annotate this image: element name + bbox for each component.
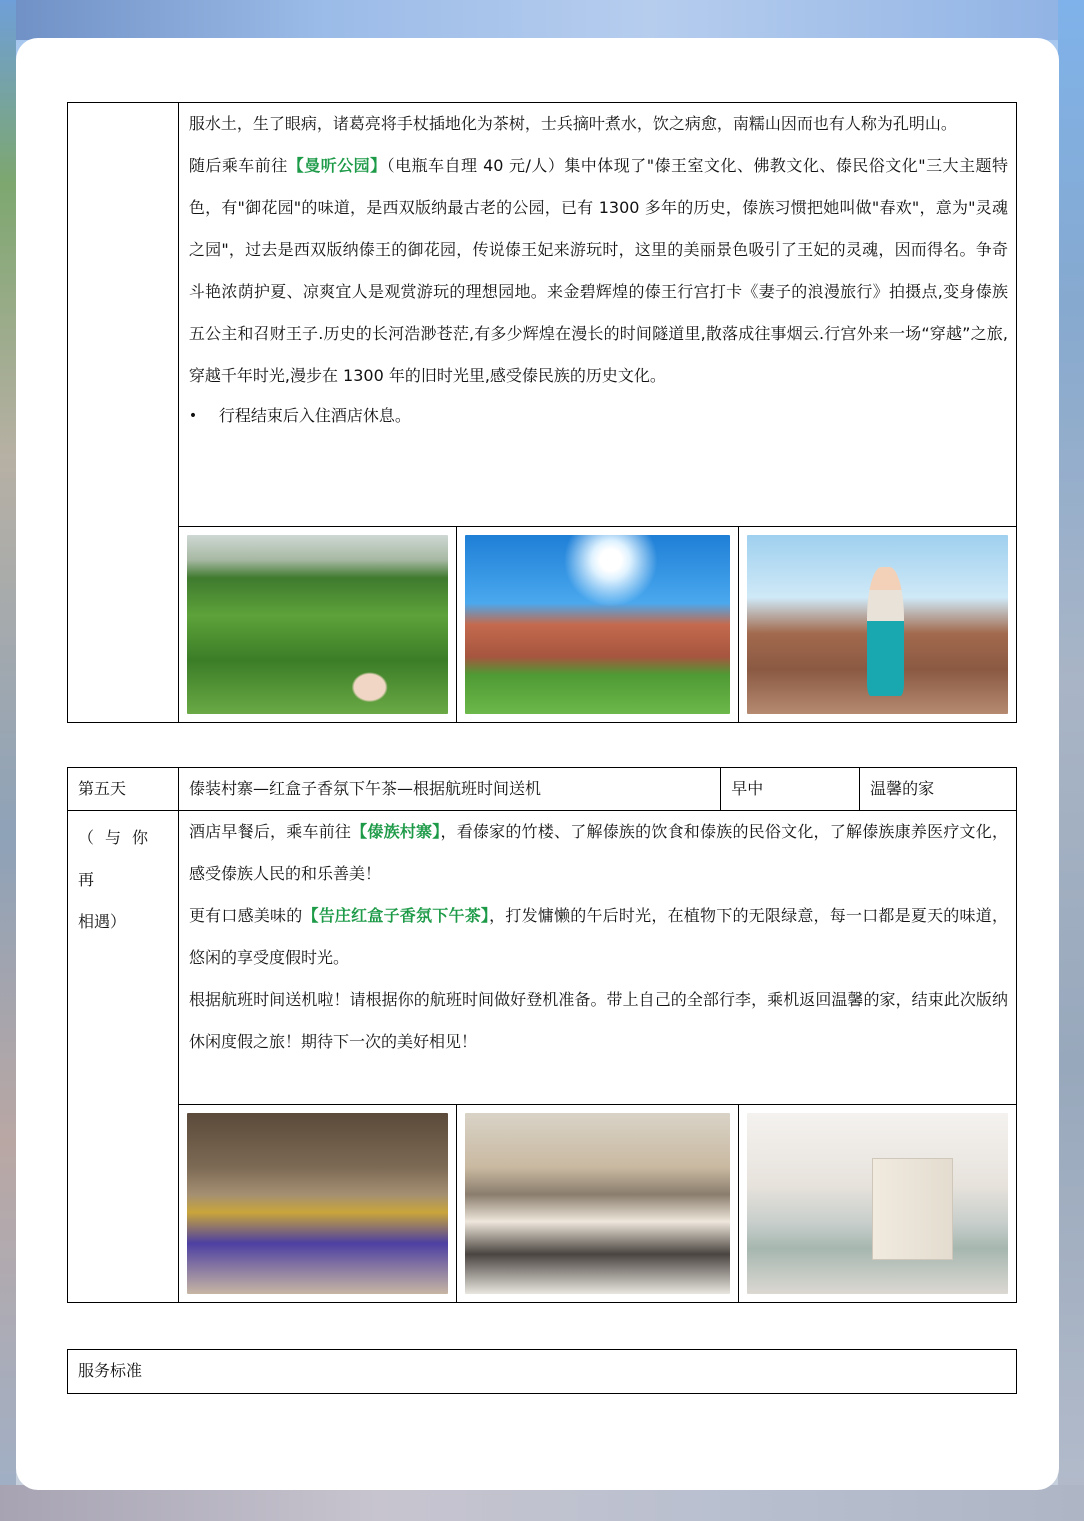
day5-hotel-cell	[860, 768, 1017, 811]
background-right	[1058, 0, 1084, 1521]
day4-paragraph	[189, 103, 1008, 145]
day4-table	[67, 102, 1017, 723]
day5-subtitle-b: 相遇）	[78, 912, 127, 931]
document-page	[16, 38, 1059, 1490]
pagoda-dancer-photo	[747, 535, 1008, 714]
day5-subtitle-a	[78, 817, 168, 901]
day4-paragraphs	[189, 103, 1008, 397]
day5-description	[178, 811, 1016, 1105]
day5-meals: 早中	[731, 779, 764, 798]
day4-paragraph	[189, 145, 1008, 397]
day5-subtitle-cell	[68, 811, 179, 1303]
day5-route: 傣装村寨—红盒子香氛下午茶—根据航班时间送机	[188, 779, 541, 798]
day5-paragraph	[189, 979, 1008, 1063]
highlight-attraction: 【告庄红盒子香氛下午茶】	[302, 906, 490, 925]
day5-paragraphs	[189, 811, 1008, 1063]
day5-label: 第五天	[78, 779, 127, 798]
day4-image-cell-1	[178, 527, 456, 723]
background-left	[0, 0, 16, 1521]
day5-subtitle-text: （与你再	[78, 828, 160, 889]
day5-label-top	[68, 768, 179, 811]
background-bottom	[0, 1485, 1084, 1521]
day4-image-cell-2	[456, 527, 739, 723]
day4-description	[178, 103, 1016, 527]
day5-image-cell-3	[739, 1105, 1017, 1303]
background-top	[0, 0, 1084, 40]
day5-paragraph	[189, 895, 1008, 979]
living-room-photo	[747, 1113, 1008, 1294]
paragraph-text: 随后乘车前往	[188, 156, 288, 175]
temple-photo	[465, 535, 731, 714]
bullet-mark: •	[188, 408, 198, 424]
paragraph-text: 酒店早餐后，乘车前往	[188, 822, 352, 841]
paragraph-text: ，看傣家的竹楼、了解傣族的饮食和傣族的民俗文化，了解傣族康养医疗文化，感受傣族人民的和乐善美！	[188, 822, 1008, 883]
day5-image-cell-2	[456, 1105, 739, 1303]
highlight-attraction: 【傣族村寨】	[351, 822, 441, 841]
day5-hotel: 温馨的家	[870, 779, 935, 798]
service-label-cell	[68, 1350, 1017, 1394]
paragraph-text: 更有口感美味的	[188, 906, 303, 925]
day4-bullet-text: 行程结束后入住酒店休息。	[218, 406, 411, 425]
paragraph-text: （电瓶车自理 40 元/人）集中体现了"傣王室文化、佛教文化、傣民俗文化"三大主题特色，有"御花园"的味道，是西双版纳最古老的公园，已有 1300 多年的历史，傣族习惯把她叫做"春欢"，意为"灵魂之园"，过去是西双版纳傣王的御花园，传说傣王妃来游玩时，这里的美丽景色吸引了王妃的灵魂，因而得名。争奇斗艳浓荫护夏、凉爽宜人是观赏游玩的理想园地。来金碧辉煌的傣王行宫打卡《妻子的浪漫旅行》拍摄点,变身傣族五公主和召财王子.历史的长河浩渺苍茫,有多少辉煌在漫长的时间隧道里,散落成往事烟云.行宫外来一场“穿越”之旅,穿越千年时光,漫步在 1300 年的旧时光里,感受傣民族的历史文化。	[188, 156, 1008, 385]
day4-image-cell-3	[739, 527, 1017, 723]
paragraph-text: ，打发慵懒的午后时光，在植物下的无限绿意，每一口都是夏天的味道，悠闲的享受度假时光。	[188, 906, 1008, 967]
day5-image-cell-1	[178, 1105, 456, 1303]
day5-meals-cell	[721, 768, 860, 811]
service-label: 服务标准	[78, 1361, 143, 1380]
weaving-photo	[187, 1113, 448, 1294]
day4-label-cell	[68, 103, 179, 723]
highlight-attraction: 【曼听公园】	[287, 156, 387, 175]
paragraph-text: 服水土，生了眼病，诸葛亮将手杖插地化为茶树，士兵摘叶煮水，饮之病愈，南糯山因而也有人称为孔明山。	[188, 114, 957, 133]
day5-route-cell	[178, 768, 720, 811]
service-table	[67, 1349, 1017, 1394]
day4-bullet	[189, 397, 1008, 435]
afternoon-tea-photo	[465, 1113, 731, 1294]
day5-paragraph	[189, 811, 1008, 895]
tea-field-photo	[187, 535, 448, 714]
paragraph-text: 根据航班时间送机啦！请根据你的航班时间做好登机准备。带上自己的全部行李，乘机返回温馨的家，结束此次版纳休闲度假之旅！期待下一次的美好相见！	[188, 990, 1008, 1051]
day5-table	[67, 767, 1017, 1303]
